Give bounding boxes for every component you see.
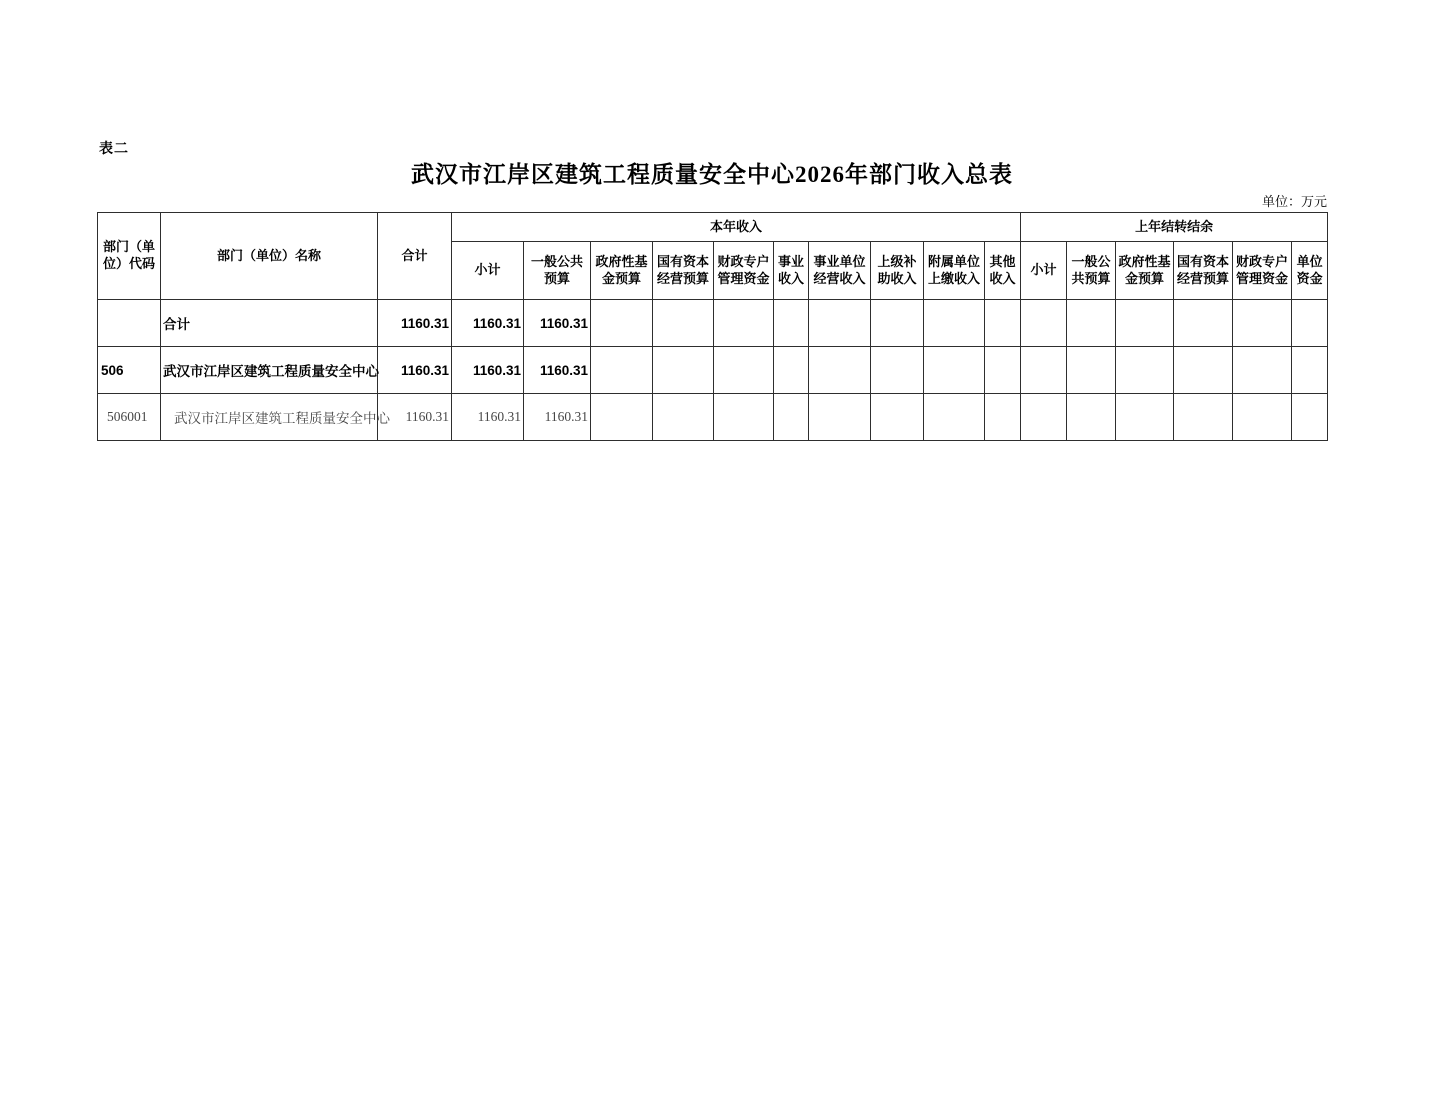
cell-carryover-fiscal-account (1233, 347, 1292, 394)
header-carryover-subtotal: 小计 (1021, 242, 1067, 300)
cell-current-business-income (774, 394, 809, 441)
cell-current-subordinate-remit (924, 300, 985, 347)
header-current-fiscal-account: 财政专户 管理资金 (714, 242, 774, 300)
header-current-gov-fund: 政府性基 金预算 (591, 242, 653, 300)
cell-current-state-capital (653, 300, 714, 347)
cell-current-subtotal: 1160.31 (452, 347, 524, 394)
cell-carryover-gov-fund (1116, 347, 1174, 394)
cell-current-subordinate-remit (924, 347, 985, 394)
header-carryover-general-budget: 一般公 共预算 (1067, 242, 1116, 300)
table-row-department (98, 347, 1328, 394)
cell-carryover-subtotal (1021, 394, 1067, 441)
cell-name: 武汉市江岸区建筑工程质量安全中心 (161, 347, 378, 394)
cell-current-subtotal: 1160.31 (452, 394, 524, 441)
header-group-carryover: 上年结转结余 (1021, 213, 1328, 242)
cell-code: 506001 (98, 394, 161, 441)
header-current-subordinate-remit: 附属单位 上缴收入 (924, 242, 985, 300)
cell-current-general-budget: 1160.31 (524, 394, 591, 441)
cell-carryover-fiscal-account (1233, 394, 1292, 441)
header-row-groups (98, 213, 1328, 242)
header-current-business-income: 事业 收入 (774, 242, 809, 300)
cell-total: 1160.31 (378, 300, 452, 347)
cell-carryover-general-budget (1067, 347, 1116, 394)
budget-table (97, 212, 1328, 441)
cell-current-other-income (985, 394, 1021, 441)
cell-current-fiscal-account (714, 347, 774, 394)
doc-label: 表二 (99, 140, 129, 156)
cell-total: 1160.31 (378, 394, 452, 441)
cell-carryover-subtotal (1021, 300, 1067, 347)
header-name: 部门（单位）名称 (161, 213, 378, 300)
cell-current-general-budget: 1160.31 (524, 347, 591, 394)
table-row-total (98, 300, 1328, 347)
header-carryover-fiscal-account: 财政专户 管理资金 (1233, 242, 1292, 300)
unit-note: 单位：万元 (1261, 194, 1327, 209)
header-current-superior-subsidy: 上级补 助收入 (871, 242, 924, 300)
header-total: 合计 (378, 213, 452, 300)
header-carryover-state-capital: 国有资本 经营预算 (1174, 242, 1233, 300)
header-code: 部门（单 位）代码 (98, 213, 161, 300)
cell-current-general-budget: 1160.31 (524, 300, 591, 347)
header-current-operating-income: 事业单位 经营收入 (809, 242, 871, 300)
cell-current-state-capital (653, 347, 714, 394)
header-carryover-unit-fund: 单位 资金 (1292, 242, 1328, 300)
header-carryover-gov-fund: 政府性基 金预算 (1116, 242, 1174, 300)
table-row-unit (98, 394, 1328, 441)
cell-carryover-general-budget (1067, 394, 1116, 441)
header-current-state-capital: 国有资本 经营预算 (653, 242, 714, 300)
cell-current-operating-income (809, 347, 871, 394)
cell-carryover-gov-fund (1116, 394, 1174, 441)
revenue-summary-table (97, 212, 1328, 441)
cell-name: 合计 (161, 300, 378, 347)
cell-current-business-income (774, 300, 809, 347)
cell-current-other-income (985, 347, 1021, 394)
cell-carryover-state-capital (1174, 394, 1233, 441)
cell-carryover-unit-fund (1292, 347, 1328, 394)
cell-current-superior-subsidy (871, 347, 924, 394)
cell-current-gov-fund (591, 300, 653, 347)
cell-carryover-state-capital (1174, 300, 1233, 347)
page-title: 武汉市江岸区建筑工程质量安全中心2026年部门收入总表 (411, 162, 1013, 187)
cell-current-state-capital (653, 394, 714, 441)
cell-carryover-state-capital (1174, 347, 1233, 394)
cell-current-gov-fund (591, 347, 653, 394)
cell-current-subordinate-remit (924, 394, 985, 441)
cell-carryover-general-budget (1067, 300, 1116, 347)
cell-current-gov-fund (591, 394, 653, 441)
cell-current-fiscal-account (714, 300, 774, 347)
cell-carryover-subtotal (1021, 347, 1067, 394)
cell-name: 武汉市江岸区建筑工程质量安全中心 (161, 394, 378, 441)
cell-current-fiscal-account (714, 394, 774, 441)
cell-current-operating-income (809, 300, 871, 347)
cell-current-operating-income (809, 394, 871, 441)
cell-current-subtotal: 1160.31 (452, 300, 524, 347)
header-group-current-year: 本年收入 (452, 213, 1021, 242)
header-current-subtotal: 小计 (452, 242, 524, 300)
header-current-general-budget: 一般公共 预算 (524, 242, 591, 300)
cell-carryover-unit-fund (1292, 300, 1328, 347)
cell-code: 506 (98, 347, 161, 394)
cell-current-other-income (985, 300, 1021, 347)
cell-current-superior-subsidy (871, 300, 924, 347)
header-current-other-income: 其他 收入 (985, 242, 1021, 300)
cell-code (98, 300, 161, 347)
cell-total: 1160.31 (378, 347, 452, 394)
cell-carryover-unit-fund (1292, 394, 1328, 441)
cell-current-superior-subsidy (871, 394, 924, 441)
cell-carryover-fiscal-account (1233, 300, 1292, 347)
cell-current-business-income (774, 347, 809, 394)
cell-carryover-gov-fund (1116, 300, 1174, 347)
